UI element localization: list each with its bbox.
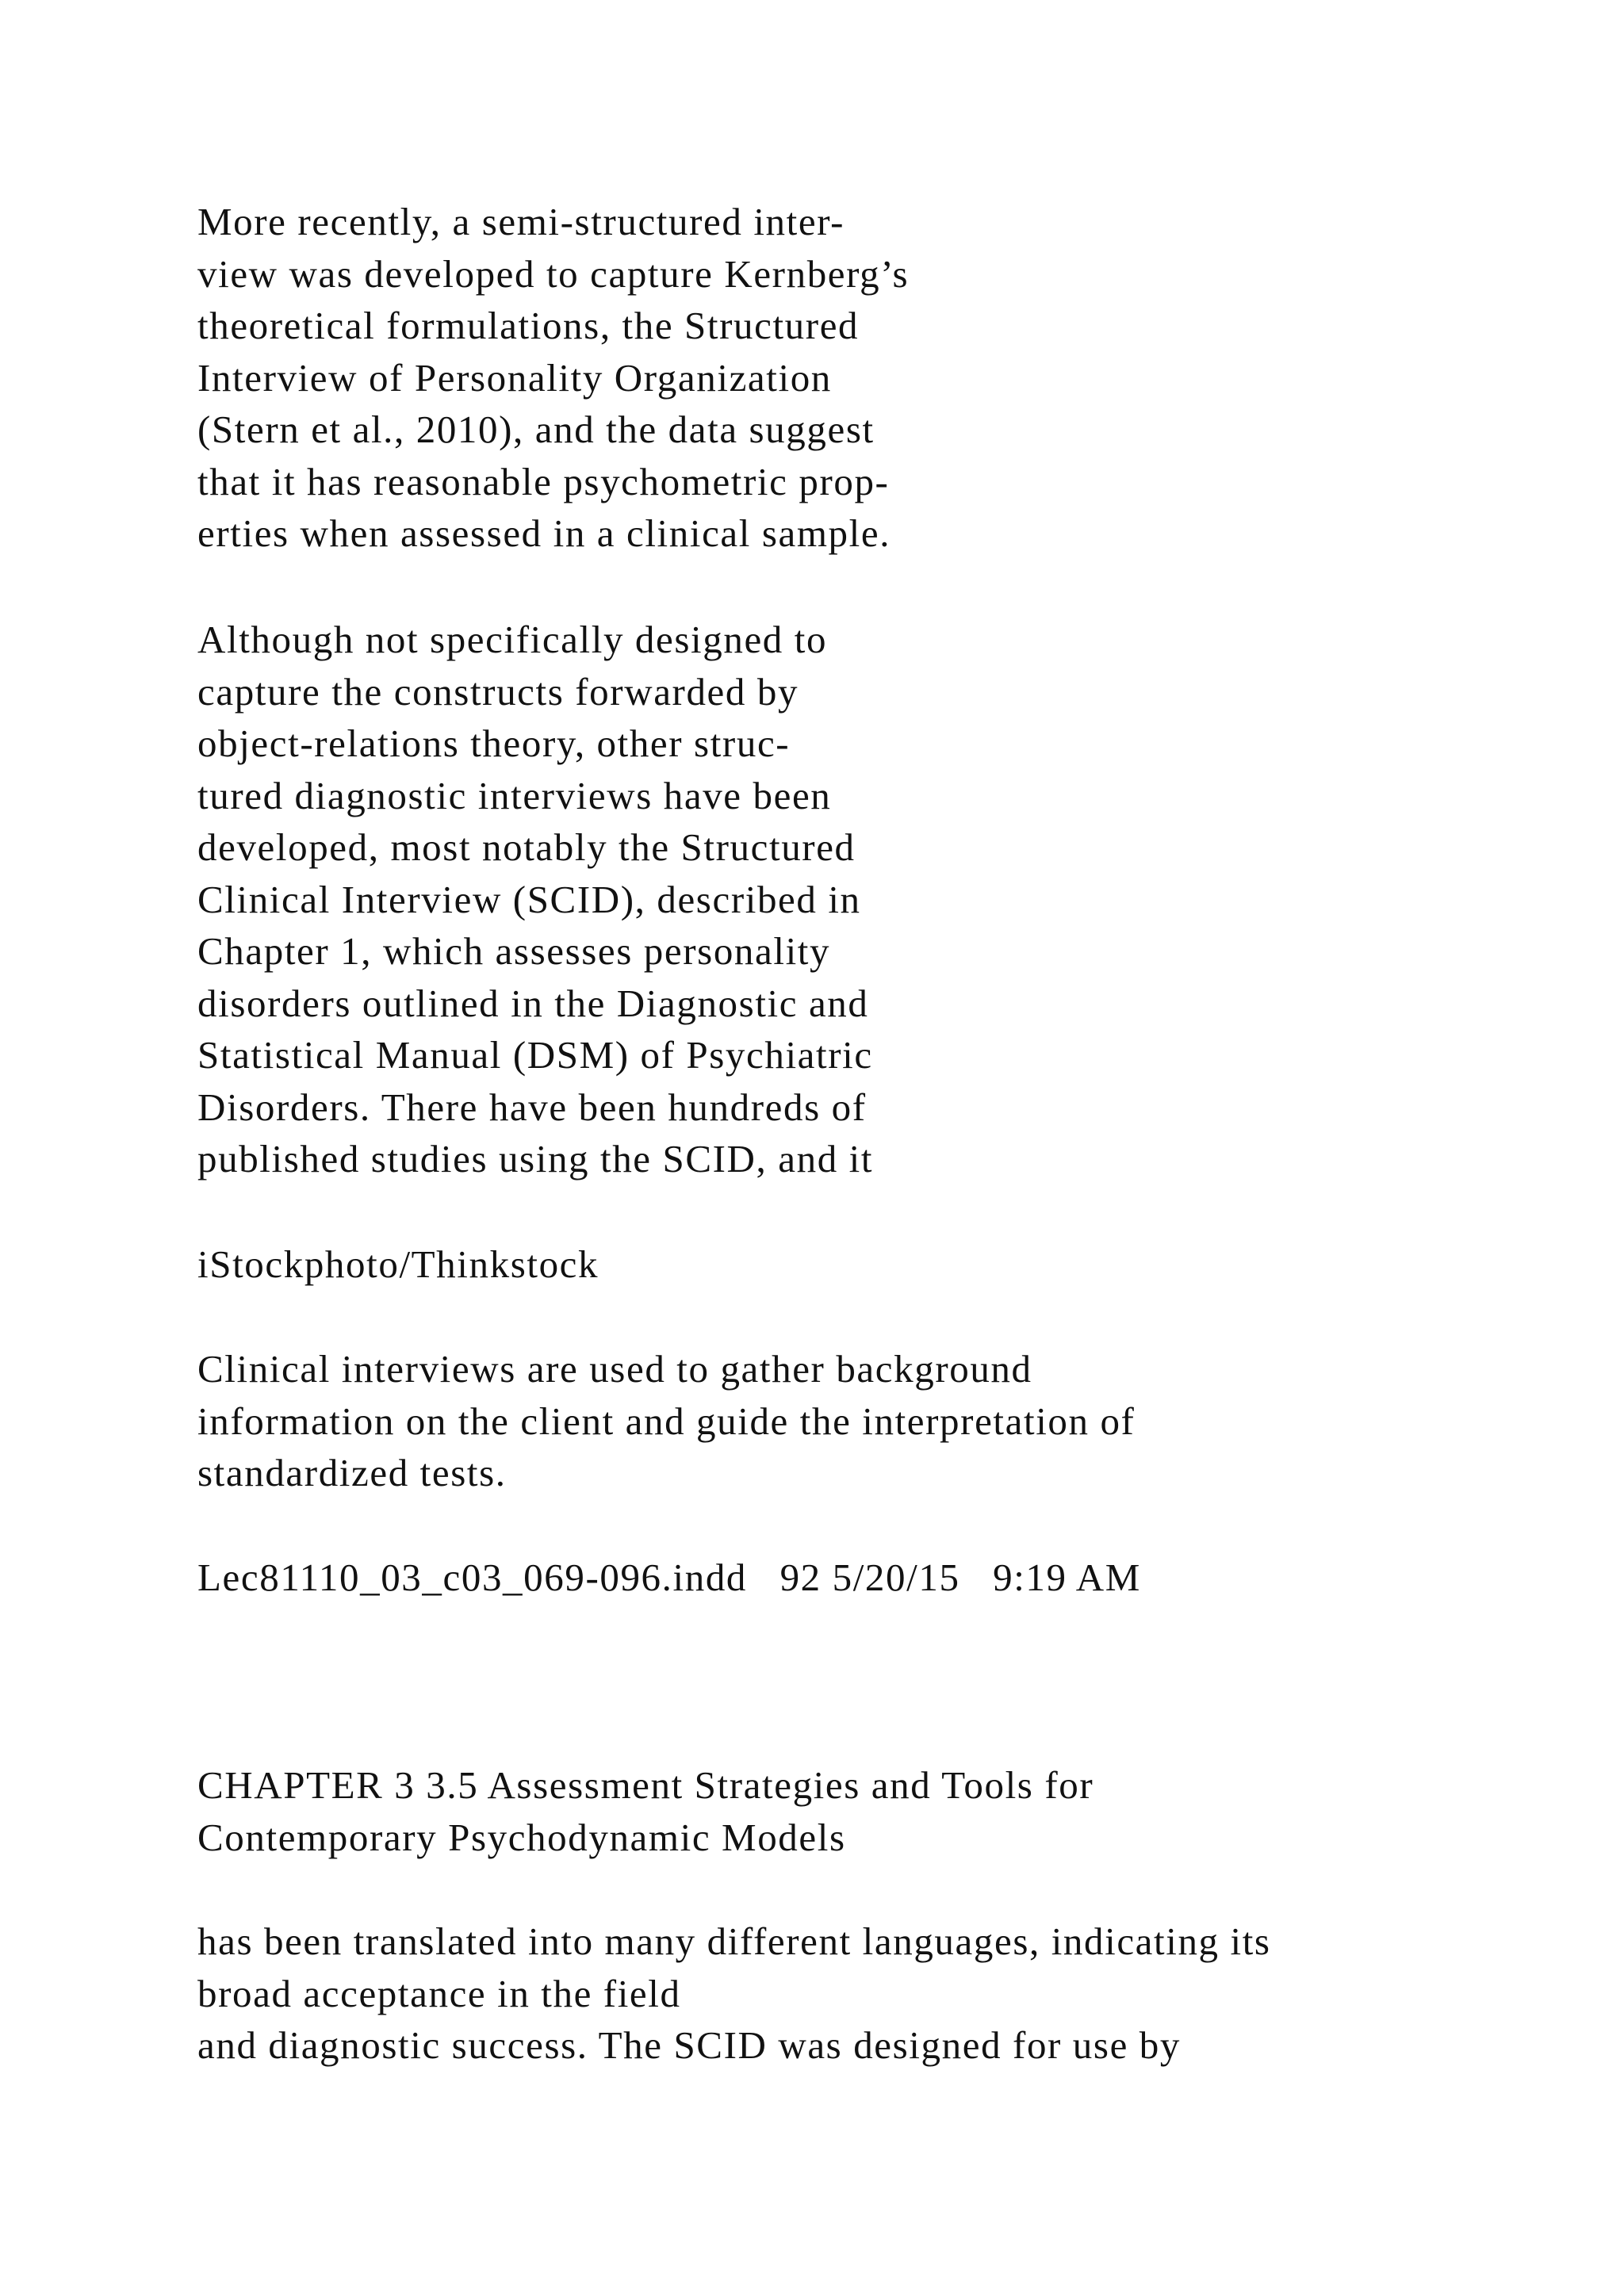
text-line: Clinical Interview (SCID), described in xyxy=(197,877,861,921)
text-line: view was developed to capture Kernberg’s xyxy=(197,251,910,296)
photo-caption xyxy=(197,1343,1135,1499)
text-line: object-relations theory, other struc- xyxy=(197,721,791,765)
text-line: standardized tests. xyxy=(197,1451,507,1494)
text-line: Interview of Personality Organization xyxy=(197,355,832,400)
text-line: Statistical Manual (DSM) of Psychiatric xyxy=(197,1033,873,1077)
text-line: published studies using the SCID, and it xyxy=(197,1137,874,1181)
text-line: CHAPTER 3 3.5 Assessment Strategies and Tools for xyxy=(197,1763,1094,1807)
text-line: theoretical formulations, the Structured xyxy=(197,304,860,347)
file-slug-text: Lec81110_03_c03_069-096.indd 92 5/20/15 9:19 AM xyxy=(197,1556,1141,1599)
text-line: developed, most notably the Structured xyxy=(197,825,856,869)
text-line: capture the constructs forwarded by xyxy=(197,669,799,714)
text-line: information on the client and guide the interpretation of xyxy=(197,1399,1136,1443)
text-line: tured diagnostic interviews have been xyxy=(197,773,832,817)
text-line: and diagnostic success. The SCID was designed for use by xyxy=(197,2023,1181,2067)
text-line: disorders outlined in the Diagnostic and xyxy=(197,981,869,1025)
photo-credit xyxy=(197,1238,599,1291)
text-line: erties when assessed in a clinical sample. xyxy=(197,511,891,555)
text-line: Chapter 1, which assesses personality xyxy=(197,929,831,973)
text-line: Contemporary Psychodynamic Models xyxy=(197,1815,846,1859)
text-line: Although not specifically designed to xyxy=(197,618,828,661)
paragraph-scid xyxy=(197,614,873,1185)
text-line: has been translated into many different languages, indicating its xyxy=(197,1919,1271,1963)
paragraph-scid-languages xyxy=(197,1915,1271,2072)
chapter-heading xyxy=(197,1759,1094,1863)
text-line: that it has reasonable psychometric prop- xyxy=(197,459,890,503)
text-line: (Stern et al., 2010), and the data suggest xyxy=(197,408,875,451)
file-slug xyxy=(197,1552,1141,1604)
paragraph-kernberg-interview xyxy=(197,196,909,560)
photo-credit-text: iStockphoto/Thinkstock xyxy=(197,1242,599,1286)
text-line: Clinical interviews are used to gather background xyxy=(197,1347,1032,1391)
text-line: broad acceptance in the field xyxy=(197,1971,681,2015)
text-line: More recently, a semi-structured inter- xyxy=(197,200,845,243)
text-line: Disorders. There have been hundreds of xyxy=(197,1085,867,1129)
